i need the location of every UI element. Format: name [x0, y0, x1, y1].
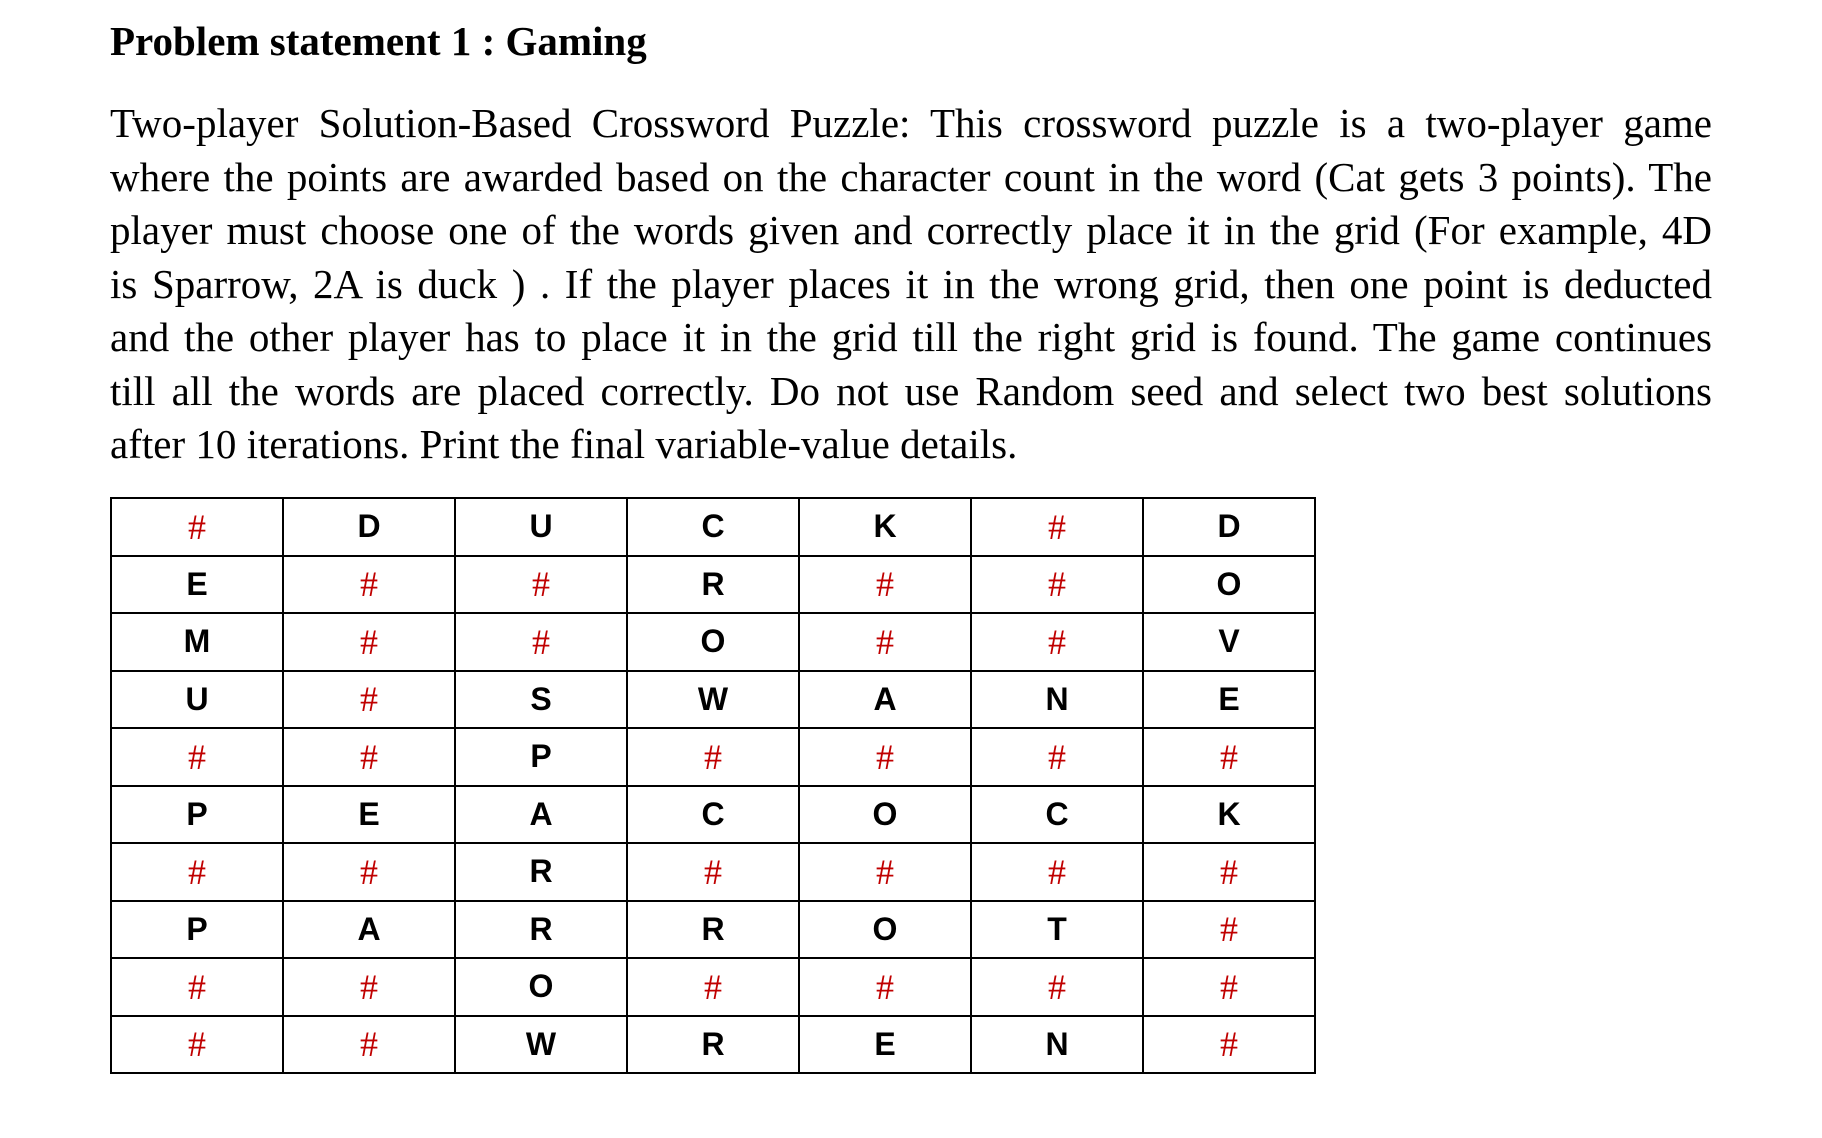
- grid-cell-letter: U: [111, 671, 283, 729]
- grid-cell-blocked: #: [971, 958, 1143, 1016]
- description-line: player must choose one of the words given and correctly place it in the grid (For example, 4D: [110, 207, 1712, 253]
- grid-cell-blocked: #: [627, 728, 799, 786]
- description-line: after 10 iterations. Print the final variable-value details.: [110, 421, 1018, 467]
- grid-cell-blocked: #: [627, 843, 799, 901]
- grid-cell-letter: R: [627, 556, 799, 614]
- grid-cell-letter: E: [799, 1016, 971, 1074]
- grid-cell-letter: O: [1143, 556, 1315, 614]
- grid-cell-letter: O: [799, 901, 971, 959]
- grid-cell-letter: D: [1143, 498, 1315, 556]
- grid-cell-blocked: #: [111, 843, 283, 901]
- grid-cell-letter: O: [799, 786, 971, 844]
- grid-cell-letter: U: [455, 498, 627, 556]
- grid-cell-letter: C: [971, 786, 1143, 844]
- grid-row: [111, 901, 1315, 959]
- problem-heading: Problem statement 1 : Gaming: [110, 18, 647, 64]
- grid-cell-blocked: #: [283, 556, 455, 614]
- grid-cell-letter: S: [455, 671, 627, 729]
- grid-cell-blocked: #: [283, 1016, 455, 1074]
- grid-cell-blocked: #: [971, 556, 1143, 614]
- grid-row: [111, 1016, 1315, 1074]
- grid-cell-letter: P: [455, 728, 627, 786]
- grid-cell-blocked: #: [455, 613, 627, 671]
- grid-cell-letter: M: [111, 613, 283, 671]
- grid-cell-letter: A: [799, 671, 971, 729]
- grid-cell-letter: N: [971, 671, 1143, 729]
- grid-cell-letter: R: [455, 843, 627, 901]
- description-line: till all the words are placed correctly. Do not use Random seed and select two best solutions: [110, 367, 1712, 414]
- grid-cell-letter: P: [111, 786, 283, 844]
- grid-cell-letter: C: [627, 498, 799, 556]
- grid-cell-letter: O: [627, 613, 799, 671]
- grid-cell-blocked: #: [627, 958, 799, 1016]
- grid-row: [111, 786, 1315, 844]
- grid-cell-letter: E: [1143, 671, 1315, 729]
- grid-cell-letter: N: [971, 1016, 1143, 1074]
- grid-cell-blocked: #: [1143, 728, 1315, 786]
- grid-cell-blocked: #: [799, 843, 971, 901]
- problem-description: [110, 97, 1712, 472]
- grid-cell-letter: E: [111, 556, 283, 614]
- grid-cell-letter: C: [627, 786, 799, 844]
- grid-cell-letter: V: [1143, 613, 1315, 671]
- grid-cell-blocked: #: [971, 728, 1143, 786]
- grid-cell-blocked: #: [283, 613, 455, 671]
- grid-cell-blocked: #: [111, 498, 283, 556]
- grid-cell-blocked: #: [283, 958, 455, 1016]
- crossword-grid: [110, 497, 1316, 1074]
- grid-cell-blocked: #: [971, 498, 1143, 556]
- grid-cell-letter: K: [1143, 786, 1315, 844]
- grid-cell-blocked: #: [1143, 901, 1315, 959]
- grid-row: [111, 556, 1315, 614]
- grid-row: [111, 498, 1315, 556]
- grid-cell-letter: R: [627, 901, 799, 959]
- grid-cell-blocked: #: [799, 556, 971, 614]
- grid-cell-letter: A: [283, 901, 455, 959]
- grid-cell-blocked: #: [799, 613, 971, 671]
- grid-cell-blocked: #: [111, 1016, 283, 1074]
- grid-cell-letter: O: [455, 958, 627, 1016]
- grid-cell-letter: R: [627, 1016, 799, 1074]
- grid-cell-letter: W: [627, 671, 799, 729]
- grid-cell-blocked: #: [455, 556, 627, 614]
- grid-cell-letter: A: [455, 786, 627, 844]
- grid-cell-letter: D: [283, 498, 455, 556]
- grid-row: [111, 728, 1315, 786]
- grid-cell-letter: K: [799, 498, 971, 556]
- grid-cell-blocked: #: [799, 958, 971, 1016]
- grid-cell-blocked: #: [111, 958, 283, 1016]
- grid-cell-blocked: #: [283, 728, 455, 786]
- grid-row: [111, 613, 1315, 671]
- grid-cell-blocked: #: [283, 843, 455, 901]
- grid-row: [111, 843, 1315, 901]
- grid-cell-blocked: #: [971, 843, 1143, 901]
- grid-cell-blocked: #: [971, 613, 1143, 671]
- grid-cell-blocked: #: [1143, 958, 1315, 1016]
- grid-cell-letter: W: [455, 1016, 627, 1074]
- grid-cell-blocked: #: [111, 728, 283, 786]
- grid-cell-blocked: #: [1143, 843, 1315, 901]
- grid-row: [111, 958, 1315, 1016]
- grid-cell-letter: E: [283, 786, 455, 844]
- grid-cell-blocked: #: [283, 671, 455, 729]
- description-line: Two-player Solution-Based Crossword Puzzle: This crossword puzzle is a two-player game: [110, 100, 1712, 146]
- description-line: is Sparrow, 2A is duck ) . If the player places it in the wrong grid, then one point is deducted: [110, 260, 1712, 307]
- grid-cell-blocked: #: [1143, 1016, 1315, 1074]
- grid-row: [111, 671, 1315, 729]
- grid-cell-blocked: #: [799, 728, 971, 786]
- description-line: where the points are awarded based on the character count in the word (Cat gets 3 points). The: [110, 153, 1712, 200]
- description-line: and the other player has to place it in the grid till the right grid is found. The game continues: [110, 314, 1712, 360]
- grid-cell-letter: T: [971, 901, 1143, 959]
- grid-cell-letter: P: [111, 901, 283, 959]
- crossword-grid-body: [111, 498, 1315, 1073]
- grid-cell-letter: R: [455, 901, 627, 959]
